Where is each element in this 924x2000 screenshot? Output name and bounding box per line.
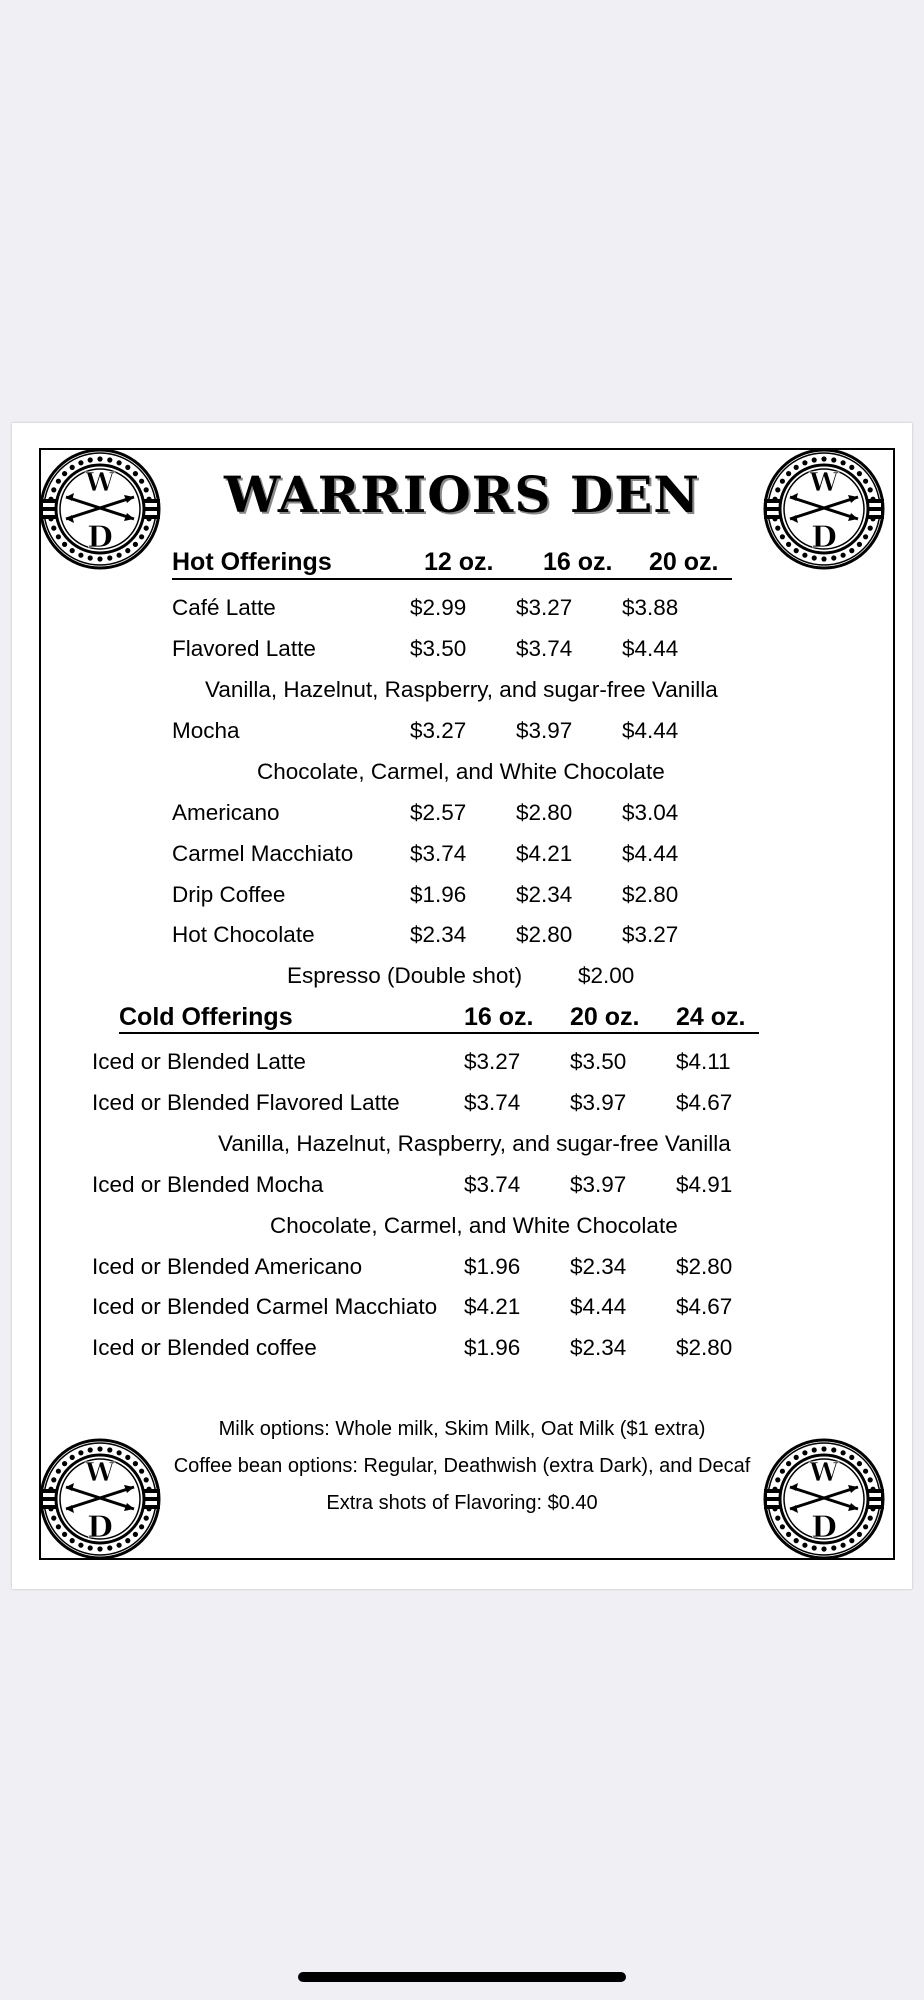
menu-item-price: $4.21 — [516, 841, 573, 866]
milk-options: Milk options: Whole milk, Skim Milk, Oat Milk ($1 extra) — [218, 1418, 706, 1440]
menu-item-price: $4.91 — [676, 1172, 733, 1197]
hot-offerings-header: Hot Offerings — [172, 548, 332, 576]
svg-text:W: W — [809, 1458, 839, 1488]
menu-item-price: $4.44 — [622, 718, 679, 743]
menu-item-price: $4.44 — [570, 1294, 627, 1319]
menu-item-price: $4.67 — [676, 1294, 733, 1319]
menu-item-name: Iced or Blended Flavored Latte — [92, 1090, 400, 1115]
espresso-price: $2.00 — [578, 963, 635, 988]
menu-item-price: $3.97 — [570, 1172, 627, 1197]
menu-item-name: Drip Coffee — [172, 882, 286, 907]
menu-item-price: $2.34 — [570, 1254, 627, 1279]
svg-text:D: D — [86, 1510, 114, 1545]
flavor-shot-price: Extra shots of Flavoring: $0.40 — [326, 1492, 598, 1514]
hot-header-underline — [172, 578, 732, 580]
flavor-note: Vanilla, Hazelnut, Raspberry, and sugar-free Vanilla — [218, 1131, 731, 1156]
menu-item-price: $2.80 — [516, 800, 573, 825]
menu-item-price: $2.80 — [676, 1254, 733, 1279]
espresso-name: Espresso (Double shot) — [287, 963, 523, 988]
menu-item-price: $2.80 — [516, 922, 573, 947]
menu-title: WARRIORS DEN — [223, 465, 701, 524]
flavor-note: Chocolate, Carmel, and White Chocolate — [257, 759, 665, 784]
menu-item-name: Flavored Latte — [172, 636, 316, 661]
cold-size-16: 16 oz. — [464, 1003, 534, 1031]
menu-item-name: Iced or Blended Americano — [92, 1254, 363, 1279]
menu-item-price: $3.27 — [464, 1049, 521, 1074]
menu-item-price: $1.96 — [464, 1335, 521, 1360]
menu-item-name: Iced or Blended Mocha — [92, 1172, 324, 1197]
menu-item-price: $3.27 — [516, 595, 573, 620]
cold-size-24: 24 oz. — [676, 1003, 746, 1031]
menu-item-price: $2.80 — [676, 1335, 733, 1360]
menu-item-name: Iced or Blended Latte — [92, 1049, 306, 1074]
menu-item-price: $3.74 — [410, 841, 467, 866]
bean-options: Coffee bean options: Regular, Deathwish (extra Dark), and Decaf — [173, 1455, 751, 1477]
svg-text:W: W — [85, 468, 115, 498]
menu-item-price: $3.97 — [516, 718, 573, 743]
svg-text:D: D — [86, 520, 114, 555]
menu-item-price: $2.99 — [410, 595, 467, 620]
menu-item-name: Hot Chocolate — [172, 922, 315, 947]
svg-text:D: D — [810, 1510, 838, 1545]
flavor-note: Vanilla, Hazelnut, Raspberry, and sugar-free Vanilla — [205, 677, 718, 702]
svg-text:W: W — [85, 1458, 115, 1488]
menu-item-name: Carmel Macchiato — [172, 841, 354, 866]
menu-card — [12, 423, 912, 1589]
menu-item-price: $3.74 — [516, 636, 573, 661]
hot-size-12: 12 oz. — [424, 548, 494, 576]
menu-item-price: $4.11 — [676, 1049, 731, 1074]
cold-offerings-header: Cold Offerings — [119, 1003, 293, 1031]
menu-item-name: Iced or Blended Carmel Macchiato — [92, 1294, 438, 1319]
home-indicator[interactable] — [298, 1972, 626, 1982]
menu-item-price: $4.44 — [622, 636, 679, 661]
hot-size-16: 16 oz. — [543, 548, 613, 576]
menu-item-price: $4.21 — [464, 1294, 521, 1319]
menu-item-price: $3.88 — [622, 595, 679, 620]
menu-item-price: $3.97 — [570, 1090, 627, 1115]
menu-item-price: $3.50 — [410, 636, 467, 661]
menu-item-price: $4.67 — [676, 1090, 733, 1115]
menu-item-price: $3.27 — [622, 922, 679, 947]
menu-item-price: $2.34 — [516, 882, 573, 907]
menu-item-price: $3.74 — [464, 1172, 521, 1197]
menu-item-name: Café Latte — [172, 595, 276, 620]
hot-size-20: 20 oz. — [649, 548, 719, 576]
menu-item-name: Mocha — [172, 718, 240, 743]
menu-item-name: Americano — [172, 800, 280, 825]
cold-header-underline — [119, 1032, 759, 1034]
menu-item-price: $3.27 — [410, 718, 467, 743]
menu-item-price: $1.96 — [464, 1254, 521, 1279]
svg-text:W: W — [809, 468, 839, 498]
menu-item-price: $4.44 — [622, 841, 679, 866]
menu-item-price: $1.96 — [410, 882, 467, 907]
menu-item-price: $3.74 — [464, 1090, 521, 1115]
menu-item-price: $3.50 — [570, 1049, 627, 1074]
menu-item-price: $2.57 — [410, 800, 467, 825]
menu-item-price: $2.34 — [410, 922, 467, 947]
menu-item-price: $2.34 — [570, 1335, 627, 1360]
cold-size-20: 20 oz. — [570, 1003, 640, 1031]
menu-item-name: Iced or Blended coffee — [92, 1335, 317, 1360]
menu-item-price: $3.04 — [622, 800, 679, 825]
flavor-note: Chocolate, Carmel, and White Chocolate — [270, 1213, 678, 1238]
svg-text:D: D — [810, 520, 838, 555]
menu-item-price: $2.80 — [622, 882, 679, 907]
